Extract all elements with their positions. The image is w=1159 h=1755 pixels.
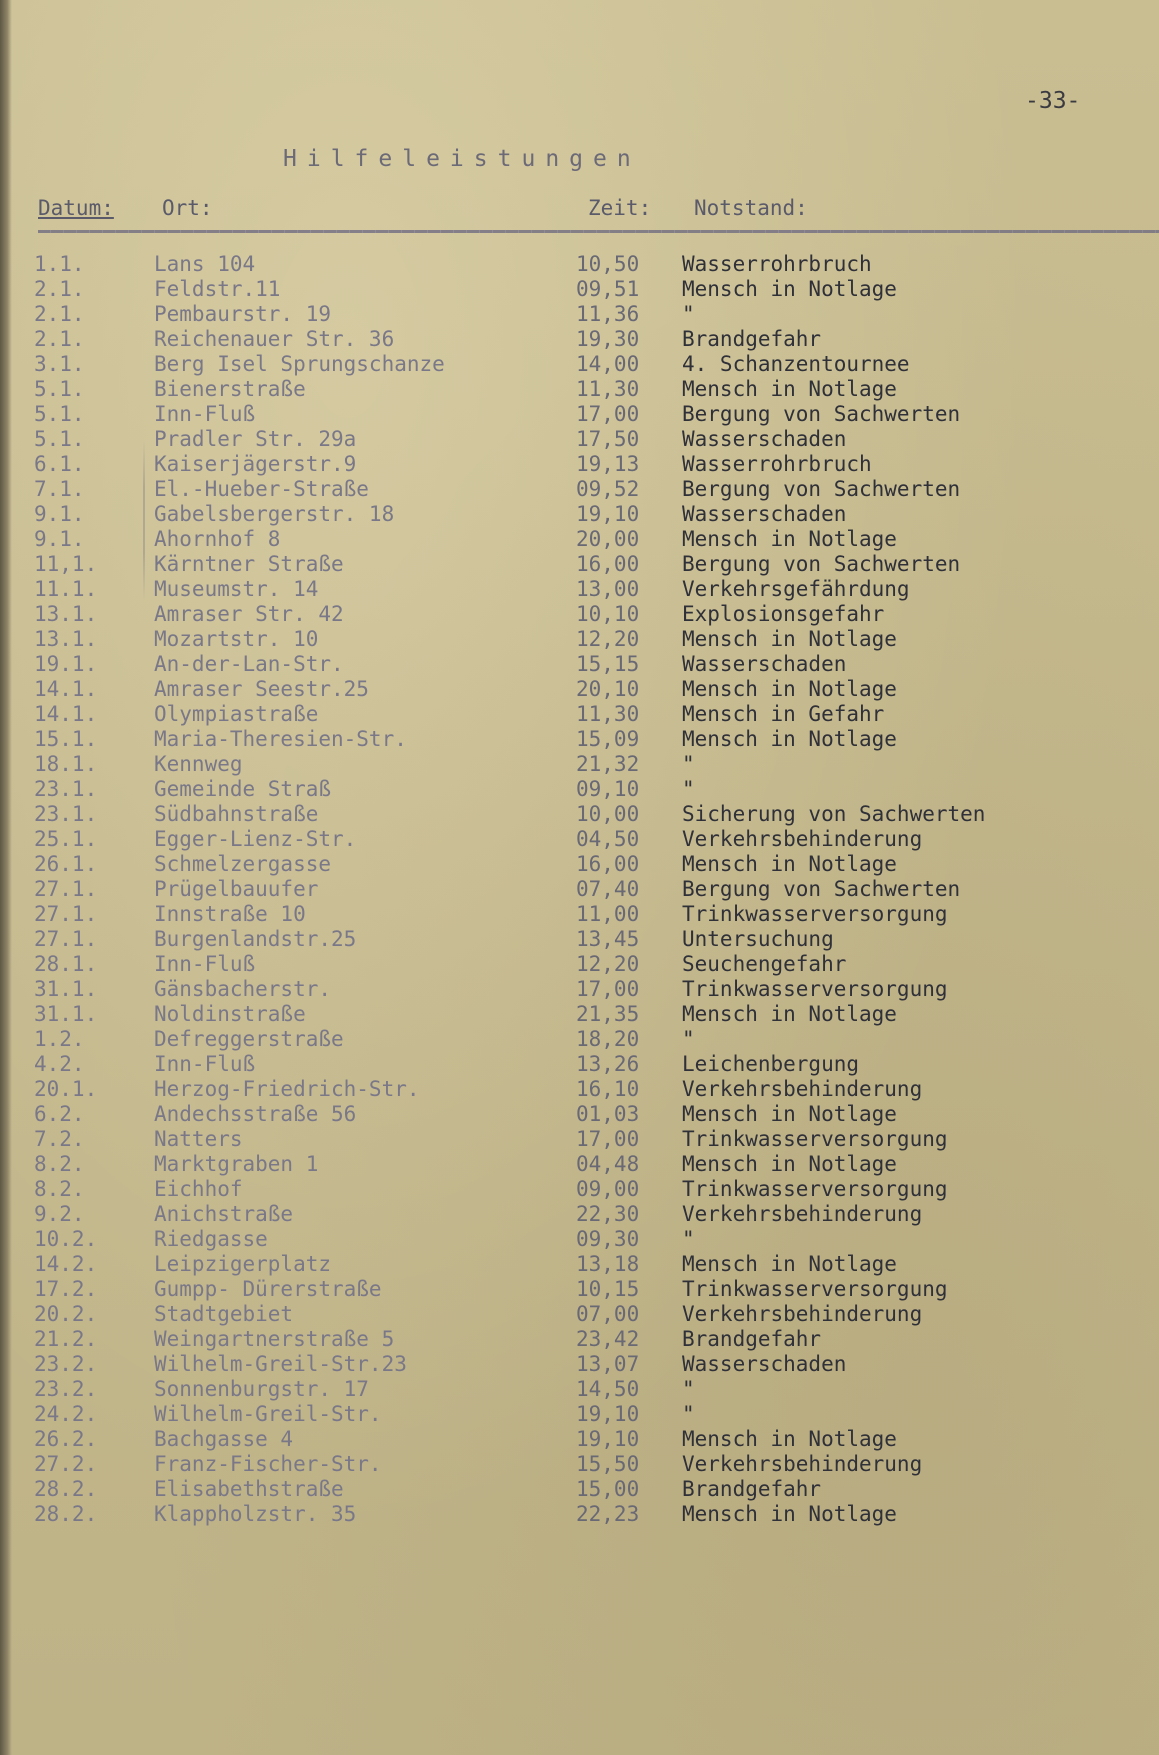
emergency-cell: Trinkwasserversorgung [682, 1277, 948, 1301]
location-cell: Kennweg [154, 752, 243, 776]
time-cell: 15,09 [576, 727, 640, 751]
location-cell: Egger-Lienz-Str. [154, 827, 357, 851]
date-cell: 2.1. [34, 327, 85, 351]
location-cell: Feldstr.11 [154, 277, 281, 301]
date-cell: 17.2. [34, 1277, 98, 1301]
table-row [0, 1127, 1159, 1152]
time-cell: 13,00 [576, 577, 640, 601]
header-notstand: Notstand: [694, 196, 808, 220]
location-cell: Kärntner Straße [154, 552, 344, 576]
location-cell: Prügelbauufer [154, 877, 319, 901]
time-cell: 19,10 [576, 1402, 640, 1426]
emergency-cell: Mensch in Notlage [682, 627, 897, 651]
emergency-cell: Brandgefahr [682, 327, 822, 351]
location-cell: Gemeinde Straß [154, 777, 332, 801]
table-row [0, 1327, 1159, 1352]
emergency-cell: Trinkwasserversorgung [682, 977, 948, 1001]
location-cell: Amraser Str. 42 [154, 602, 344, 626]
time-cell: 11,00 [576, 902, 640, 926]
location-cell: Weingartnerstraße 5 [154, 1327, 395, 1351]
table-row [0, 977, 1159, 1002]
table-row [0, 877, 1159, 902]
table-row [0, 1227, 1159, 1252]
location-cell: Innstraße 10 [154, 902, 306, 926]
date-cell: 28.1. [34, 952, 98, 976]
emergency-cell: Wasserrohrbruch [682, 452, 872, 476]
time-cell: 19,13 [576, 452, 640, 476]
emergency-cell: Leichenbergung [682, 1052, 860, 1076]
location-cell: Pradler Str. 29a [154, 427, 357, 451]
time-cell: 16,00 [576, 852, 640, 876]
location-cell: Gabelsbergerstr. 18 [154, 502, 395, 526]
location-cell: Anichstraße [154, 1202, 294, 1226]
emergency-cell: " [682, 777, 695, 801]
time-cell: 01,03 [576, 1102, 640, 1126]
table-row [0, 1302, 1159, 1327]
emergency-cell: Mensch in Notlage [682, 1427, 897, 1451]
time-cell: 13,45 [576, 927, 640, 951]
location-cell: Mozartstr. 10 [154, 627, 319, 651]
table-row [0, 827, 1159, 852]
emergency-cell: Trinkwasserversorgung [682, 902, 948, 926]
time-cell: 13,26 [576, 1052, 640, 1076]
table-row [0, 327, 1159, 352]
time-cell: 15,50 [576, 1452, 640, 1476]
date-cell: 27.1. [34, 877, 98, 901]
date-cell: 8.2. [34, 1177, 85, 1201]
location-cell: Pembaurstr. 19 [154, 302, 332, 326]
location-cell: Bienerstraße [154, 377, 306, 401]
table-row [0, 602, 1159, 627]
date-cell: 6.2. [34, 1102, 85, 1126]
date-cell: 20.2. [34, 1302, 98, 1326]
emergency-cell: Mensch in Notlage [682, 1002, 897, 1026]
time-cell: 14,50 [576, 1377, 640, 1401]
time-cell: 12,20 [576, 627, 640, 651]
location-cell: Schmelzergasse [154, 852, 332, 876]
date-cell: 27.2. [34, 1452, 98, 1476]
time-cell: 19,30 [576, 327, 640, 351]
table-row [0, 1002, 1159, 1027]
emergency-cell: Wasserschaden [682, 652, 847, 676]
emergency-cell: Mensch in Notlage [682, 1502, 897, 1526]
time-cell: 10,50 [576, 252, 640, 276]
date-cell: 5.1. [34, 377, 85, 401]
time-cell: 07,00 [576, 1302, 640, 1326]
table-row [0, 802, 1159, 827]
emergency-cell: Wasserschaden [682, 427, 847, 451]
time-cell: 04,50 [576, 827, 640, 851]
time-cell: 20,00 [576, 527, 640, 551]
date-cell: 15.1. [34, 727, 98, 751]
time-cell: 09,10 [576, 777, 640, 801]
table-row [0, 927, 1159, 952]
date-cell: 23.1. [34, 802, 98, 826]
emergency-cell: Brandgefahr [682, 1327, 822, 1351]
header-zeit: Zeit: [588, 196, 652, 220]
time-cell: 17,00 [576, 402, 640, 426]
table-row [0, 277, 1159, 302]
location-cell: Gumpp- Dürerstraße [154, 1277, 382, 1301]
table-row [0, 352, 1159, 377]
emergency-cell: Verkehrsgefährdung [682, 577, 910, 601]
date-cell: 18.1. [34, 752, 98, 776]
location-cell: Sonnenburgstr. 17 [154, 1377, 369, 1401]
table-row [0, 752, 1159, 777]
emergency-cell: Verkehrsbehinderung [682, 1452, 923, 1476]
location-cell: Inn-Fluß [154, 952, 256, 976]
location-cell: Reichenauer Str. 36 [154, 327, 395, 351]
table-row [0, 702, 1159, 727]
time-cell: 09,30 [576, 1227, 640, 1251]
location-cell: Kaiserjägerstr.9 [154, 452, 357, 476]
time-cell: 11,36 [576, 302, 640, 326]
table-row [0, 1027, 1159, 1052]
table-row [0, 1427, 1159, 1452]
table-row [0, 477, 1159, 502]
table-row [0, 427, 1159, 452]
time-cell: 21,35 [576, 1002, 640, 1026]
location-cell: Noldinstraße [154, 1002, 306, 1026]
date-cell: 20.1. [34, 1077, 98, 1101]
table-row [0, 902, 1159, 927]
date-cell: 10.2. [34, 1227, 98, 1251]
emergency-cell: Bergung von Sachwerten [682, 402, 961, 426]
time-cell: 15,15 [576, 652, 640, 676]
location-cell: An-der-Lan-Str. [154, 652, 344, 676]
header-rule [38, 230, 1159, 233]
date-cell: 25.1. [34, 827, 98, 851]
time-cell: 16,10 [576, 1077, 640, 1101]
date-cell: 4.2. [34, 1052, 85, 1076]
emergency-cell: Verkehrsbehinderung [682, 827, 923, 851]
emergency-cell: Bergung von Sachwerten [682, 477, 961, 501]
date-cell: 9.1. [34, 527, 85, 551]
table-row [0, 1377, 1159, 1402]
emergency-cell: " [682, 752, 695, 776]
table-row [0, 1402, 1159, 1427]
time-cell: 10,15 [576, 1277, 640, 1301]
time-cell: 16,00 [576, 552, 640, 576]
location-cell: Andechsstraße 56 [154, 1102, 357, 1126]
emergency-cell: Verkehrsbehinderung [682, 1302, 923, 1326]
table-row [0, 1202, 1159, 1227]
date-cell: 7.2. [34, 1127, 85, 1151]
emergency-cell: Mensch in Notlage [682, 852, 897, 876]
date-cell: 13.1. [34, 602, 98, 626]
header-datum: Datum: [38, 196, 114, 220]
table-row [0, 1102, 1159, 1127]
date-cell: 14.2. [34, 1252, 98, 1276]
table-body [0, 252, 1159, 1527]
emergency-cell: Explosionsgefahr [682, 602, 885, 626]
table-row [0, 677, 1159, 702]
date-cell: 31.1. [34, 1002, 98, 1026]
location-cell: Olympiastraße [154, 702, 319, 726]
emergency-cell: Mensch in Notlage [682, 527, 897, 551]
time-cell: 22,30 [576, 1202, 640, 1226]
time-cell: 13,18 [576, 1252, 640, 1276]
time-cell: 14,00 [576, 352, 640, 376]
time-cell: 09,52 [576, 477, 640, 501]
date-cell: 11,1. [34, 552, 98, 576]
date-cell: 14.1. [34, 677, 98, 701]
date-cell: 2.1. [34, 277, 85, 301]
location-cell: Wilhelm-Greil-Str. [154, 1402, 382, 1426]
time-cell: 17,00 [576, 977, 640, 1001]
location-cell: Natters [154, 1127, 243, 1151]
emergency-cell: Mensch in Gefahr [682, 702, 885, 726]
table-row [0, 952, 1159, 977]
date-cell: 27.1. [34, 902, 98, 926]
time-cell: 04,48 [576, 1152, 640, 1176]
table-row [0, 1277, 1159, 1302]
time-cell: 12,20 [576, 952, 640, 976]
table-header [38, 196, 1159, 226]
emergency-cell: " [682, 1027, 695, 1051]
location-cell: Franz-Fischer-Str. [154, 1452, 382, 1476]
time-cell: 09,51 [576, 277, 640, 301]
date-cell: 2.1. [34, 302, 85, 326]
emergency-cell: Brandgefahr [682, 1477, 822, 1501]
table-row [0, 1477, 1159, 1502]
emergency-cell: " [682, 1402, 695, 1426]
table-row [0, 1152, 1159, 1177]
emergency-cell: Seuchengefahr [682, 952, 847, 976]
table-row [0, 1502, 1159, 1527]
location-cell: Herzog-Friedrich-Str. [154, 1077, 420, 1101]
emergency-cell: Wasserschaden [682, 1352, 847, 1376]
date-cell: 11.1. [34, 577, 98, 601]
location-cell: Elisabethstraße [154, 1477, 344, 1501]
page-title: Hilfeleistungen [283, 146, 641, 172]
table-row [0, 552, 1159, 577]
table-row [0, 452, 1159, 477]
date-cell: 9.1. [34, 502, 85, 526]
emergency-cell: 4. Schanzentournee [682, 352, 910, 376]
location-cell: El.-Hueber-Straße [154, 477, 369, 501]
time-cell: 19,10 [576, 1427, 640, 1451]
emergency-cell: Wasserrohrbruch [682, 252, 872, 276]
location-cell: Stadtgebiet [154, 1302, 294, 1326]
emergency-cell: Sicherung von Sachwerten [682, 802, 986, 826]
table-row [0, 1252, 1159, 1277]
location-cell: Lans 104 [154, 252, 256, 276]
emergency-cell: Wasserschaden [682, 502, 847, 526]
time-cell: 17,00 [576, 1127, 640, 1151]
time-cell: 15,00 [576, 1477, 640, 1501]
location-cell: Wilhelm-Greil-Str.23 [154, 1352, 407, 1376]
date-cell: 28.2. [34, 1502, 98, 1526]
date-cell: 8.2. [34, 1152, 85, 1176]
emergency-cell: " [682, 1227, 695, 1251]
location-cell: Inn-Fluß [154, 402, 256, 426]
time-cell: 10,00 [576, 802, 640, 826]
location-cell: Riedgasse [154, 1227, 268, 1251]
emergency-cell: Mensch in Notlage [682, 677, 897, 701]
time-cell: 20,10 [576, 677, 640, 701]
location-cell: Amraser Seestr.25 [154, 677, 369, 701]
location-cell: Eichhof [154, 1177, 243, 1201]
time-cell: 17,50 [576, 427, 640, 451]
emergency-cell: Untersuchung [682, 927, 834, 951]
table-row [0, 1352, 1159, 1377]
time-cell: 10,10 [576, 602, 640, 626]
date-cell: 21.2. [34, 1327, 98, 1351]
table-row [0, 502, 1159, 527]
emergency-cell: Mensch in Notlage [682, 377, 897, 401]
header-ort: Ort: [162, 196, 213, 220]
emergency-cell: " [682, 1377, 695, 1401]
date-cell: 28.2. [34, 1477, 98, 1501]
table-row [0, 302, 1159, 327]
date-cell: 14.1. [34, 702, 98, 726]
emergency-cell: " [682, 302, 695, 326]
location-cell: Inn-Fluß [154, 1052, 256, 1076]
location-cell: Klappholzstr. 35 [154, 1502, 357, 1526]
date-cell: 3.1. [34, 352, 85, 376]
date-cell: 26.1. [34, 852, 98, 876]
time-cell: 22,23 [576, 1502, 640, 1526]
time-cell: 11,30 [576, 377, 640, 401]
date-cell: 31.1. [34, 977, 98, 1001]
location-cell: Defreggerstraße [154, 1027, 344, 1051]
table-row [0, 727, 1159, 752]
date-cell: 7.1. [34, 477, 85, 501]
table-row [0, 652, 1159, 677]
emergency-cell: Mensch in Notlage [682, 727, 897, 751]
date-cell: 13.1. [34, 627, 98, 651]
time-cell: 09,00 [576, 1177, 640, 1201]
table-row [0, 377, 1159, 402]
emergency-cell: Trinkwasserversorgung [682, 1177, 948, 1201]
location-cell: Gänsbacherstr. [154, 977, 332, 1001]
date-cell: 5.1. [34, 402, 85, 426]
emergency-cell: Bergung von Sachwerten [682, 552, 961, 576]
location-cell: Maria-Theresien-Str. [154, 727, 407, 751]
date-cell: 6.1. [34, 452, 85, 476]
date-cell: 26.2. [34, 1427, 98, 1451]
table-row [0, 777, 1159, 802]
table-row [0, 1077, 1159, 1102]
table-row [0, 252, 1159, 277]
table-row [0, 527, 1159, 552]
table-row [0, 852, 1159, 877]
emergency-cell: Mensch in Notlage [682, 1102, 897, 1126]
table-row [0, 627, 1159, 652]
date-cell: 23.2. [34, 1352, 98, 1376]
location-cell: Burgenlandstr.25 [154, 927, 357, 951]
table-row [0, 402, 1159, 427]
date-cell: 9.2. [34, 1202, 85, 1226]
location-cell: Leipzigerplatz [154, 1252, 332, 1276]
page-number: -33- [1025, 88, 1081, 114]
table-row [0, 1052, 1159, 1077]
time-cell: 11,30 [576, 702, 640, 726]
location-cell: Bachgasse 4 [154, 1427, 294, 1451]
location-cell: Museumstr. 14 [154, 577, 319, 601]
date-cell: 5.1. [34, 427, 85, 451]
date-cell: 19.1. [34, 652, 98, 676]
date-cell: 24.2. [34, 1402, 98, 1426]
emergency-cell: Mensch in Notlage [682, 1152, 897, 1176]
emergency-cell: Bergung von Sachwerten [682, 877, 961, 901]
time-cell: 13,07 [576, 1352, 640, 1376]
date-cell: 23.1. [34, 777, 98, 801]
time-cell: 23,42 [576, 1327, 640, 1351]
time-cell: 21,32 [576, 752, 640, 776]
location-cell: Berg Isel Sprungschanze [154, 352, 445, 376]
emergency-cell: Verkehrsbehinderung [682, 1077, 923, 1101]
table-row [0, 577, 1159, 602]
time-cell: 18,20 [576, 1027, 640, 1051]
table-row [0, 1452, 1159, 1477]
date-cell: 23.2. [34, 1377, 98, 1401]
emergency-cell: Trinkwasserversorgung [682, 1127, 948, 1151]
date-cell: 1.1. [34, 252, 85, 276]
date-cell: 27.1. [34, 927, 98, 951]
location-cell: Ahornhof 8 [154, 527, 281, 551]
location-cell: Südbahnstraße [154, 802, 319, 826]
emergency-cell: Mensch in Notlage [682, 1252, 897, 1276]
date-cell: 1.2. [34, 1027, 85, 1051]
emergency-cell: Verkehrsbehinderung [682, 1202, 923, 1226]
location-cell: Marktgraben 1 [154, 1152, 319, 1176]
emergency-cell: Mensch in Notlage [682, 277, 897, 301]
time-cell: 07,40 [576, 877, 640, 901]
table-row [0, 1177, 1159, 1202]
time-cell: 19,10 [576, 502, 640, 526]
